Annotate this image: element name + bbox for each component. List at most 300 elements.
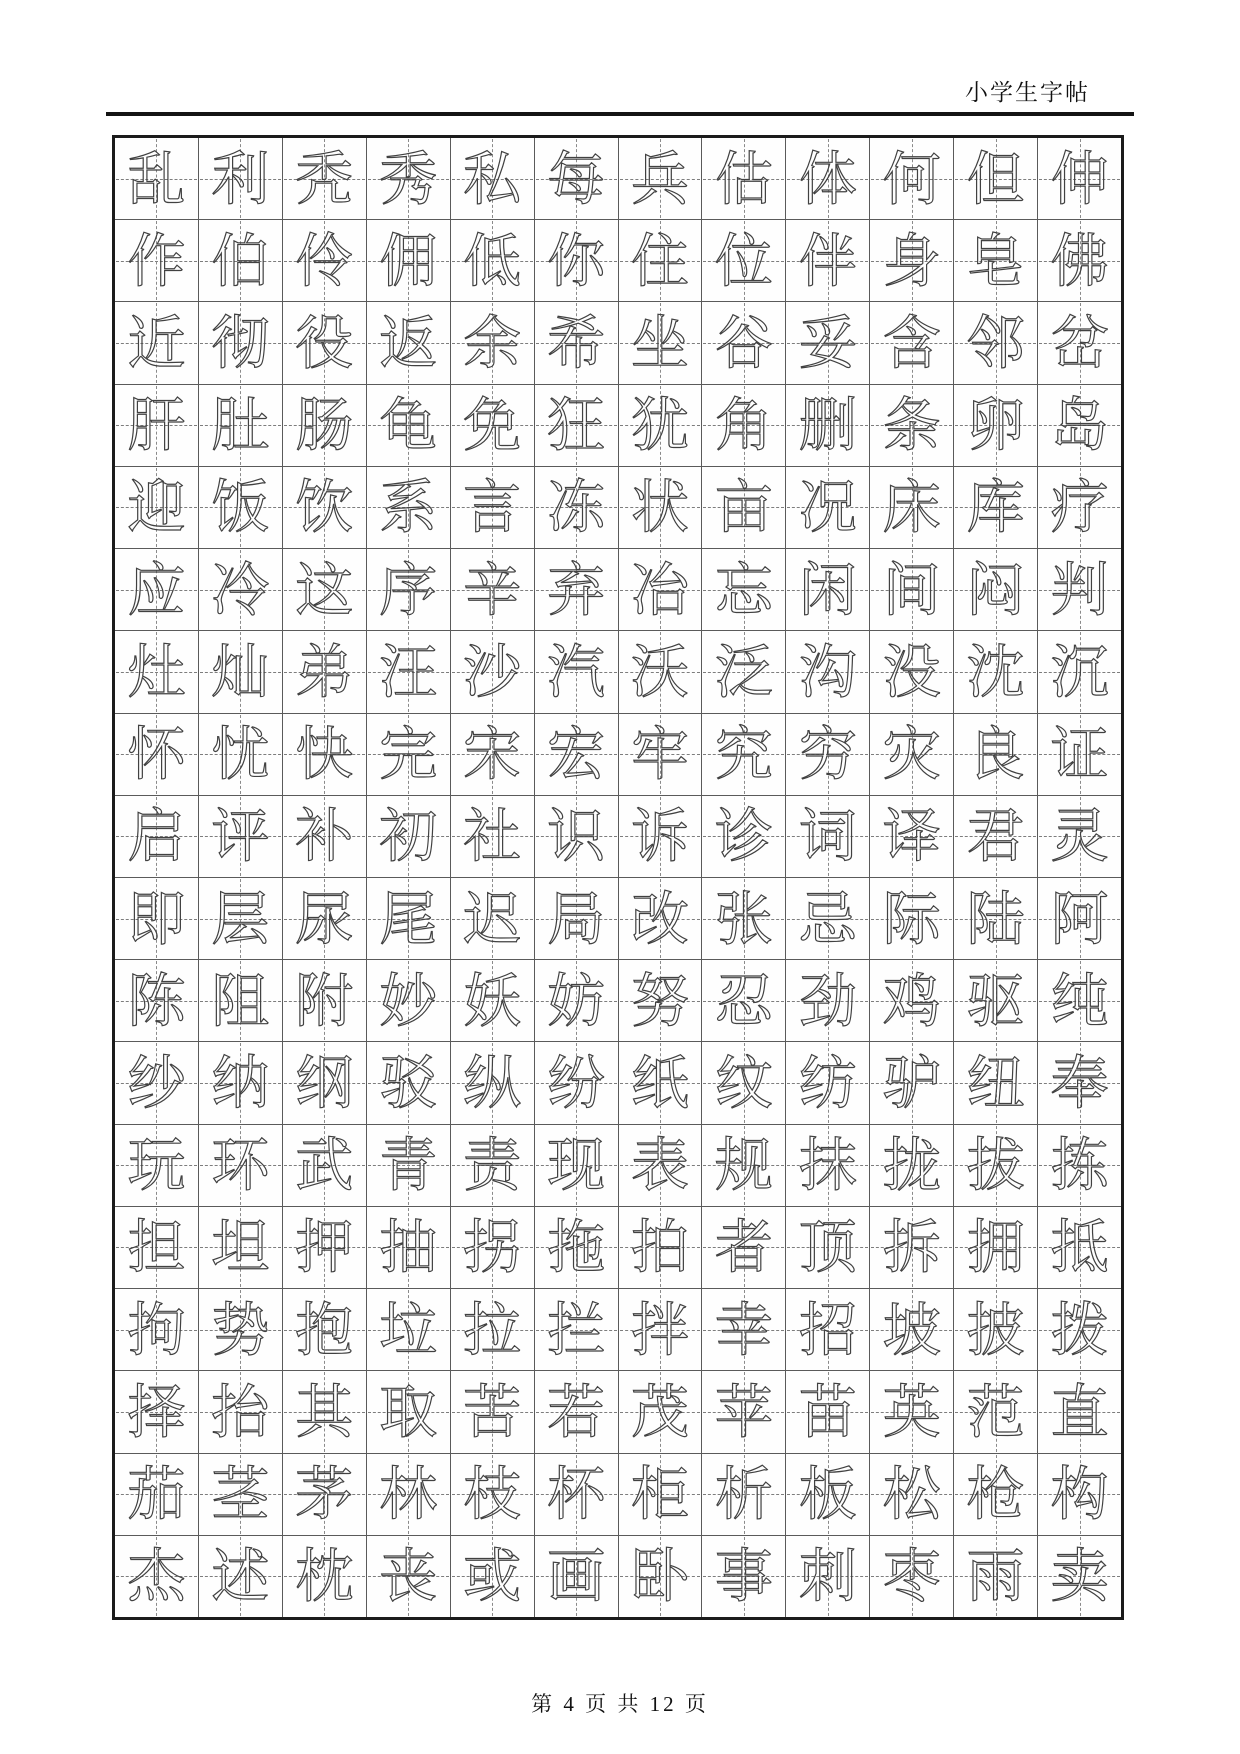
practice-cell — [786, 1454, 870, 1535]
grid-row — [115, 796, 1121, 878]
practice-cell — [115, 1454, 199, 1535]
practice-character: 余 — [463, 309, 522, 378]
practice-character: 拥 — [966, 1213, 1025, 1282]
practice-character: 灵 — [1050, 802, 1109, 871]
grid-row — [115, 1454, 1121, 1536]
practice-cell — [786, 796, 870, 877]
practice-character: 忌 — [798, 884, 857, 953]
practice-cell — [954, 714, 1038, 795]
practice-character: 但 — [966, 144, 1025, 213]
grid-row — [115, 1536, 1121, 1617]
practice-character: 妙 — [379, 966, 438, 1035]
practice-cell — [283, 302, 367, 383]
practice-character: 狂 — [547, 391, 606, 460]
practice-character: 张 — [714, 884, 773, 953]
practice-character: 闷 — [966, 555, 1025, 624]
practice-cell — [619, 1042, 703, 1123]
practice-cell — [1038, 549, 1121, 630]
grid-row — [115, 467, 1121, 549]
practice-cell — [367, 1042, 451, 1123]
practice-cell — [535, 302, 619, 383]
practice-character: 冷 — [211, 555, 270, 624]
practice-cell — [535, 631, 619, 712]
practice-character: 希 — [547, 309, 606, 378]
practice-character: 弃 — [547, 555, 606, 624]
practice-cell — [619, 878, 703, 959]
practice-cell — [954, 1289, 1038, 1370]
practice-character: 析 — [714, 1460, 773, 1529]
practice-cell — [870, 796, 954, 877]
practice-cell — [283, 1207, 367, 1288]
practice-character: 附 — [295, 966, 354, 1035]
practice-character: 拢 — [882, 1131, 941, 1200]
practice-character: 雨 — [966, 1542, 1025, 1611]
practice-cell — [870, 467, 954, 548]
practice-character: 角 — [714, 391, 773, 460]
practice-cell — [199, 385, 283, 466]
practice-cell — [367, 385, 451, 466]
practice-cell — [367, 796, 451, 877]
practice-cell — [954, 1371, 1038, 1452]
practice-cell — [199, 796, 283, 877]
practice-cell — [451, 220, 535, 301]
header-rule — [106, 112, 1134, 116]
practice-character: 顶 — [798, 1213, 857, 1282]
practice-cell — [954, 631, 1038, 712]
practice-cell — [451, 1536, 535, 1617]
practice-cell — [1038, 220, 1121, 301]
practice-character: 茎 — [211, 1460, 270, 1529]
practice-cell — [535, 1125, 619, 1206]
practice-character: 努 — [630, 966, 689, 1035]
practice-cell — [954, 960, 1038, 1041]
practice-cell — [115, 1125, 199, 1206]
practice-cell — [535, 796, 619, 877]
practice-cell — [619, 549, 703, 630]
practice-cell — [199, 960, 283, 1041]
practice-character: 茄 — [127, 1460, 186, 1529]
practice-character: 床 — [882, 473, 941, 542]
practice-character: 林 — [379, 1460, 438, 1529]
practice-cell — [702, 220, 786, 301]
practice-character: 体 — [798, 144, 857, 213]
practice-cell — [451, 467, 535, 548]
practice-character: 沟 — [798, 637, 857, 706]
practice-character: 冻 — [547, 473, 606, 542]
practice-character: 纵 — [463, 1049, 522, 1118]
practice-cell — [1038, 1042, 1121, 1123]
practice-character: 环 — [211, 1131, 270, 1200]
practice-cell — [283, 714, 367, 795]
practice-character: 卵 — [966, 391, 1025, 460]
practice-cell — [115, 1289, 199, 1370]
practice-cell — [619, 1371, 703, 1452]
practice-character: 估 — [714, 144, 773, 213]
practice-character: 拣 — [1050, 1131, 1109, 1200]
grid-row — [115, 631, 1121, 713]
practice-cell — [954, 796, 1038, 877]
practice-character: 阻 — [211, 966, 270, 1035]
character-grid — [112, 135, 1124, 1620]
practice-cell — [870, 1207, 954, 1288]
practice-cell — [786, 960, 870, 1041]
practice-character: 抬 — [211, 1377, 270, 1446]
practice-cell — [283, 1454, 367, 1535]
practice-cell — [786, 549, 870, 630]
practice-character: 利 — [211, 144, 270, 213]
practice-cell — [619, 302, 703, 383]
practice-character: 刺 — [798, 1542, 857, 1611]
practice-character: 松 — [882, 1460, 941, 1529]
practice-cell — [786, 138, 870, 219]
practice-cell — [283, 878, 367, 959]
practice-cell — [535, 220, 619, 301]
practice-cell — [786, 1125, 870, 1206]
practice-cell — [451, 302, 535, 383]
practice-character: 势 — [211, 1295, 270, 1364]
practice-cell — [1038, 796, 1121, 877]
practice-character: 武 — [295, 1131, 354, 1200]
practice-character: 押 — [295, 1213, 354, 1282]
practice-character: 宋 — [463, 720, 522, 789]
practice-cell — [786, 385, 870, 466]
practice-cell — [619, 631, 703, 712]
practice-character: 拘 — [127, 1295, 186, 1364]
practice-character: 穷 — [798, 720, 857, 789]
practice-cell — [619, 467, 703, 548]
practice-cell — [199, 220, 283, 301]
practice-character: 弟 — [295, 637, 354, 706]
practice-cell — [702, 1125, 786, 1206]
practice-character: 你 — [547, 226, 606, 295]
practice-cell — [954, 302, 1038, 383]
practice-character: 社 — [463, 802, 522, 871]
practice-cell — [535, 385, 619, 466]
practice-character: 身 — [882, 226, 941, 295]
practice-cell — [954, 1042, 1038, 1123]
practice-character: 述 — [211, 1542, 270, 1611]
practice-character: 没 — [882, 637, 941, 706]
practice-cell — [702, 302, 786, 383]
practice-character: 免 — [463, 391, 522, 460]
practice-cell — [954, 1536, 1038, 1617]
practice-character: 汽 — [547, 637, 606, 706]
practice-cell — [870, 385, 954, 466]
practice-cell — [283, 960, 367, 1041]
practice-character: 层 — [211, 884, 270, 953]
practice-character: 岛 — [1050, 391, 1109, 460]
practice-cell — [367, 138, 451, 219]
practice-character: 乱 — [127, 144, 186, 213]
practice-cell — [870, 631, 954, 712]
practice-character: 抱 — [295, 1295, 354, 1364]
practice-character: 沙 — [463, 637, 522, 706]
practice-cell — [870, 1125, 954, 1206]
practice-cell — [451, 1289, 535, 1370]
practice-cell — [199, 549, 283, 630]
practice-cell — [451, 1207, 535, 1288]
practice-character: 拉 — [463, 1295, 522, 1364]
practice-character: 幸 — [714, 1295, 773, 1364]
practice-cell — [870, 138, 954, 219]
practice-character: 伶 — [295, 226, 354, 295]
practice-cell — [702, 1454, 786, 1535]
practice-character: 岔 — [1050, 309, 1109, 378]
practice-cell — [870, 714, 954, 795]
practice-cell — [199, 1289, 283, 1370]
practice-cell — [786, 631, 870, 712]
practice-cell — [702, 960, 786, 1041]
practice-cell — [535, 1536, 619, 1617]
practice-character: 招 — [798, 1295, 857, 1364]
practice-character: 苗 — [798, 1377, 857, 1446]
practice-character: 卖 — [1050, 1542, 1109, 1611]
practice-character: 披 — [966, 1295, 1025, 1364]
practice-cell — [535, 1207, 619, 1288]
practice-cell — [367, 1289, 451, 1370]
practice-cell — [115, 1371, 199, 1452]
practice-cell — [786, 1289, 870, 1370]
practice-cell — [367, 960, 451, 1041]
practice-character: 杯 — [547, 1460, 606, 1529]
practice-character: 纯 — [1050, 966, 1109, 1035]
practice-character: 拔 — [966, 1131, 1025, 1200]
practice-cell — [115, 467, 199, 548]
practice-character: 灶 — [127, 637, 186, 706]
practice-character: 冶 — [630, 555, 689, 624]
practice-cell — [199, 631, 283, 712]
practice-character: 拌 — [630, 1295, 689, 1364]
practice-character: 驳 — [379, 1049, 438, 1118]
practice-cell — [199, 467, 283, 548]
practice-cell — [954, 385, 1038, 466]
practice-character: 究 — [714, 720, 773, 789]
practice-character: 直 — [1050, 1377, 1109, 1446]
practice-cell — [786, 220, 870, 301]
practice-cell — [367, 549, 451, 630]
practice-cell — [115, 549, 199, 630]
practice-character: 择 — [127, 1377, 186, 1446]
grid-row — [115, 1289, 1121, 1371]
practice-cell — [870, 549, 954, 630]
practice-character: 鸡 — [882, 966, 941, 1035]
practice-cell — [1038, 302, 1121, 383]
practice-character: 辛 — [463, 555, 522, 624]
practice-cell — [619, 1289, 703, 1370]
practice-character: 条 — [882, 391, 941, 460]
practice-character: 间 — [882, 555, 941, 624]
practice-character: 枕 — [295, 1542, 354, 1611]
practice-character: 龟 — [379, 391, 438, 460]
practice-character: 序 — [379, 555, 438, 624]
practice-cell — [451, 796, 535, 877]
practice-cell — [115, 1042, 199, 1123]
practice-character: 迎 — [127, 473, 186, 542]
practice-cell — [367, 302, 451, 383]
practice-cell — [535, 138, 619, 219]
practice-character: 纳 — [211, 1049, 270, 1118]
practice-cell — [619, 1536, 703, 1617]
practice-character: 忧 — [211, 720, 270, 789]
practice-cell — [954, 1125, 1038, 1206]
practice-character: 茅 — [295, 1460, 354, 1529]
grid-row — [115, 1371, 1121, 1453]
practice-cell — [199, 1207, 283, 1288]
practice-character: 拨 — [1050, 1295, 1109, 1364]
practice-character: 陆 — [966, 884, 1025, 953]
practice-character: 拦 — [547, 1295, 606, 1364]
practice-character: 纱 — [127, 1049, 186, 1118]
practice-character: 沃 — [630, 637, 689, 706]
practice-cell — [1038, 960, 1121, 1041]
practice-cell — [283, 1536, 367, 1617]
practice-cell — [619, 1207, 703, 1288]
practice-cell — [199, 1042, 283, 1123]
practice-cell — [199, 878, 283, 959]
practice-character: 苹 — [714, 1377, 773, 1446]
practice-cell — [954, 1454, 1038, 1535]
practice-character: 柜 — [630, 1460, 689, 1529]
practice-cell — [954, 220, 1038, 301]
practice-character: 邻 — [966, 309, 1025, 378]
practice-character: 即 — [127, 884, 186, 953]
practice-character: 责 — [463, 1131, 522, 1200]
practice-cell — [954, 467, 1038, 548]
practice-character: 佣 — [379, 226, 438, 295]
practice-cell — [367, 631, 451, 712]
practice-cell — [451, 549, 535, 630]
practice-character: 拖 — [547, 1213, 606, 1282]
practice-cell — [283, 549, 367, 630]
practice-cell — [870, 302, 954, 383]
practice-character: 妨 — [547, 966, 606, 1035]
practice-cell — [870, 1042, 954, 1123]
practice-character: 奉 — [1050, 1049, 1109, 1118]
practice-cell — [199, 1125, 283, 1206]
practice-character: 苦 — [463, 1377, 522, 1446]
practice-cell — [367, 1454, 451, 1535]
practice-cell — [619, 1125, 703, 1206]
practice-character: 肝 — [127, 391, 186, 460]
practice-character: 每 — [547, 144, 606, 213]
practice-cell — [367, 1125, 451, 1206]
practice-character: 快 — [295, 720, 354, 789]
practice-cell — [283, 631, 367, 712]
practice-character: 泛 — [714, 637, 773, 706]
practice-character: 范 — [966, 1377, 1025, 1446]
practice-cell — [954, 549, 1038, 630]
practice-cell — [870, 1454, 954, 1535]
practice-character: 其 — [295, 1377, 354, 1446]
practice-cell — [1038, 1207, 1121, 1288]
practice-cell — [535, 467, 619, 548]
practice-character: 沉 — [1050, 637, 1109, 706]
practice-cell — [786, 1536, 870, 1617]
practice-character: 际 — [882, 884, 941, 953]
practice-cell — [115, 138, 199, 219]
practice-character: 启 — [127, 802, 186, 871]
practice-character: 妥 — [798, 309, 857, 378]
grid-row — [115, 302, 1121, 384]
practice-cell — [535, 960, 619, 1041]
practice-cell — [367, 1536, 451, 1617]
practice-character: 役 — [295, 309, 354, 378]
practice-character: 含 — [882, 309, 941, 378]
practice-cell — [535, 549, 619, 630]
practice-cell — [702, 1536, 786, 1617]
practice-character: 初 — [379, 802, 438, 871]
practice-cell — [786, 1042, 870, 1123]
practice-character: 改 — [630, 884, 689, 953]
grid-row — [115, 1042, 1121, 1124]
practice-cell — [702, 714, 786, 795]
practice-character: 青 — [379, 1131, 438, 1200]
practice-character: 枪 — [966, 1460, 1025, 1529]
practice-cell — [451, 1125, 535, 1206]
practice-cell — [115, 714, 199, 795]
practice-character: 英 — [882, 1377, 941, 1446]
practice-cell — [283, 385, 367, 466]
page-footer: 第 4 页 共 12 页 — [531, 1692, 709, 1716]
practice-cell — [451, 714, 535, 795]
practice-character: 位 — [714, 226, 773, 295]
practice-character: 或 — [463, 1542, 522, 1611]
practice-cell — [451, 138, 535, 219]
practice-cell — [283, 796, 367, 877]
practice-cell — [535, 1454, 619, 1535]
practice-cell — [451, 878, 535, 959]
practice-cell — [535, 878, 619, 959]
practice-character: 忘 — [714, 555, 773, 624]
practice-character: 秀 — [379, 144, 438, 213]
practice-cell — [283, 138, 367, 219]
practice-character: 犹 — [630, 391, 689, 460]
practice-cell — [451, 1042, 535, 1123]
practice-cell — [367, 220, 451, 301]
practice-cell — [954, 138, 1038, 219]
grid-row — [115, 385, 1121, 467]
practice-cell — [367, 1371, 451, 1452]
practice-cell — [870, 220, 954, 301]
practice-cell — [115, 220, 199, 301]
grid-row — [115, 220, 1121, 302]
practice-character: 杰 — [127, 1542, 186, 1611]
practice-character: 纺 — [798, 1049, 857, 1118]
practice-character: 卧 — [630, 1542, 689, 1611]
practice-cell — [199, 302, 283, 383]
practice-cell — [702, 1207, 786, 1288]
practice-cell — [702, 1371, 786, 1452]
practice-cell — [1038, 1125, 1121, 1206]
practice-cell — [115, 960, 199, 1041]
practice-character: 驴 — [882, 1049, 941, 1118]
practice-character: 灿 — [211, 637, 270, 706]
practice-cell — [199, 138, 283, 219]
practice-character: 丧 — [379, 1542, 438, 1611]
practice-cell — [283, 1371, 367, 1452]
practice-cell — [619, 220, 703, 301]
practice-character: 饭 — [211, 473, 270, 542]
practice-cell — [619, 796, 703, 877]
practice-cell — [786, 1207, 870, 1288]
practice-character: 佛 — [1050, 226, 1109, 295]
practice-cell — [702, 138, 786, 219]
practice-character: 诊 — [714, 802, 773, 871]
practice-cell — [619, 714, 703, 795]
practice-cell — [115, 796, 199, 877]
practice-cell — [870, 1289, 954, 1370]
practice-character: 应 — [127, 555, 186, 624]
